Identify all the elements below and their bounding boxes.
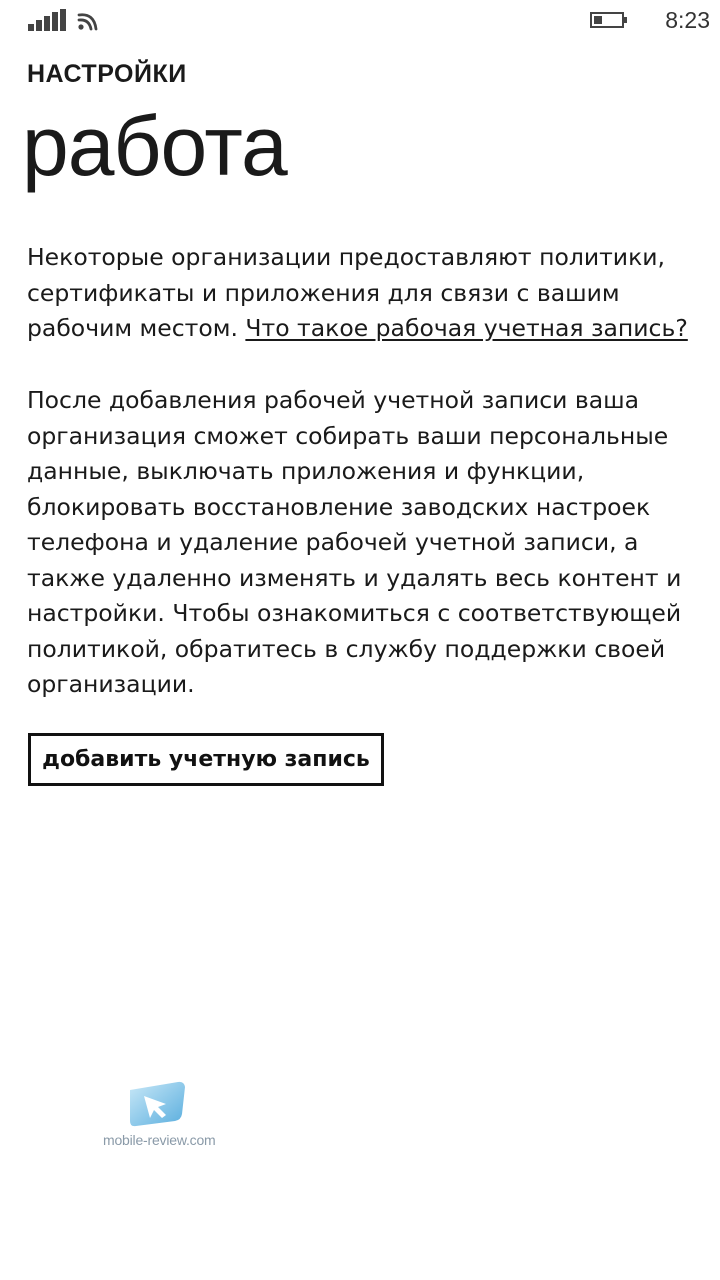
add-account-button[interactable]: добавить учетную запись: [28, 733, 384, 786]
status-bar: [0, 0, 720, 40]
intro-paragraph: [27, 240, 693, 347]
what-is-work-account-link[interactable]: Что такое рабочая учетная запись?: [245, 314, 688, 342]
wifi-icon: [76, 7, 102, 31]
cellular-signal-icon: [28, 9, 68, 31]
status-time: 8:23: [665, 7, 710, 33]
watermark: [100, 1080, 216, 1152]
page-title: работа: [22, 99, 287, 193]
app-title: НАСТРОЙКИ: [27, 60, 187, 88]
mobile-review-logo-icon: [126, 1080, 188, 1130]
battery-low-icon: [590, 12, 628, 28]
intro-text: Некоторые организации предоставляют политики, сертификаты и приложения для связи с вашим рабочим местом.: [27, 243, 666, 342]
watermark-text: mobile-review.com: [103, 1132, 216, 1148]
policy-paragraph: После добавления рабочей учетной записи ваша организация сможет собирать ваши персональные данные, выключать приложения и функции, блокировать восстановление заводских настроек телефона и удаление рабочей учетной записи, а также удаленно изменять и удалять весь контент и настройки. Чтобы ознакомиться с соответствующей политикой, обратитесь в службу поддержки своей организации.: [27, 386, 682, 698]
